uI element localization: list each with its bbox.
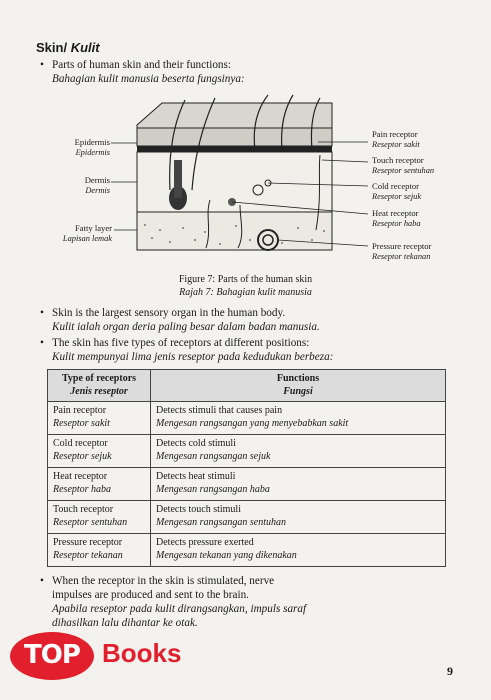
table-row <box>48 468 446 501</box>
label-pain-receptor: Pain receptor Reseptor sakit <box>372 129 420 149</box>
figure-caption: Figure 7: Parts of the human skin Rajah 7: Bahagian kulit manusia <box>178 274 313 298</box>
cell-function: Detects stimuli that causes pain Mengesan rangsangan yang menyebabkan sakit <box>151 402 446 435</box>
intro-ms: Bahagian kulit manusia beserta fungsinya: <box>52 73 245 85</box>
table-header-row <box>48 370 446 402</box>
table-row <box>48 501 446 534</box>
bullet-five-receptors: • The skin has five types of receptors at different positions: Kulit mempunyai lima jenis reseptor pada kedudukan berbeza: <box>40 337 334 363</box>
intro-bullet: • Parts of human skin and their functions: Bahagian kulit manusia beserta fungsinya: <box>52 58 452 86</box>
table-row <box>48 534 446 567</box>
label-dermis: Dermis Dermis <box>84 175 110 195</box>
cell-type: Cold receptor Reseptor sejuk <box>48 435 151 468</box>
cell-function: Detects pressure exerted Mengesan tekanan yang dikenakan <box>151 534 446 567</box>
cell-function: Detects heat stimuli Mengesan rangsangan haba <box>151 468 446 501</box>
logo-top-text: TOP <box>24 640 80 670</box>
table-row <box>48 435 446 468</box>
cell-type: Heat receptor Reseptor haba <box>48 468 151 501</box>
bullet-largest-organ: • Skin is the largest sensory organ in the human body. Kulit ialah organ deria paling besar dalam badan manusia. <box>40 307 320 333</box>
page-number: 9 <box>447 664 453 678</box>
label-fatty-layer: Fatty layer Lapisan lemak <box>62 223 112 243</box>
cell-type: Pressure receptor Reseptor tekanan <box>48 534 151 567</box>
header-type: Type of receptors Jenis reseptor <box>48 370 151 402</box>
cell-function: Detects touch stimuli Mengesan rangsangan sentuhan <box>151 501 446 534</box>
bullet-nerve-impulses: • When the receptor in the skin is stimulated, nerve impulses are produced and sent to the brain. Apabila reseptor pada kulit dirangsangkan, impuls saraf dihasilkan lalu dihantar ke otak. <box>40 575 307 629</box>
cell-type: Touch receptor Reseptor sentuhan <box>48 501 151 534</box>
section-title: Skin/ Kulit <box>36 40 100 55</box>
table-row <box>48 402 446 435</box>
receptor-table <box>47 369 446 567</box>
label-heat-receptor: Heat receptor Reseptor haba <box>372 208 421 228</box>
label-touch-receptor: Touch receptor Reseptor sentuhan <box>372 155 435 175</box>
label-cold-receptor: Cold receptor Reseptor sejuk <box>372 181 422 201</box>
cell-function: Detects cold stimuli Mengesan rangsangan sejuk <box>151 435 446 468</box>
intro-en: Parts of human skin and their functions: <box>52 59 231 71</box>
topbooks-watermark-logo <box>10 626 200 680</box>
logo-books-text: Books <box>102 638 182 668</box>
label-pressure-receptor: Pressure receptor Reseptor tekanan <box>372 241 432 261</box>
label-epidermis: Epidermis Epidermis <box>74 137 110 157</box>
cell-type: Pain receptor Reseptor sakit <box>48 402 151 435</box>
header-functions: Functions Fungsi <box>151 370 446 402</box>
